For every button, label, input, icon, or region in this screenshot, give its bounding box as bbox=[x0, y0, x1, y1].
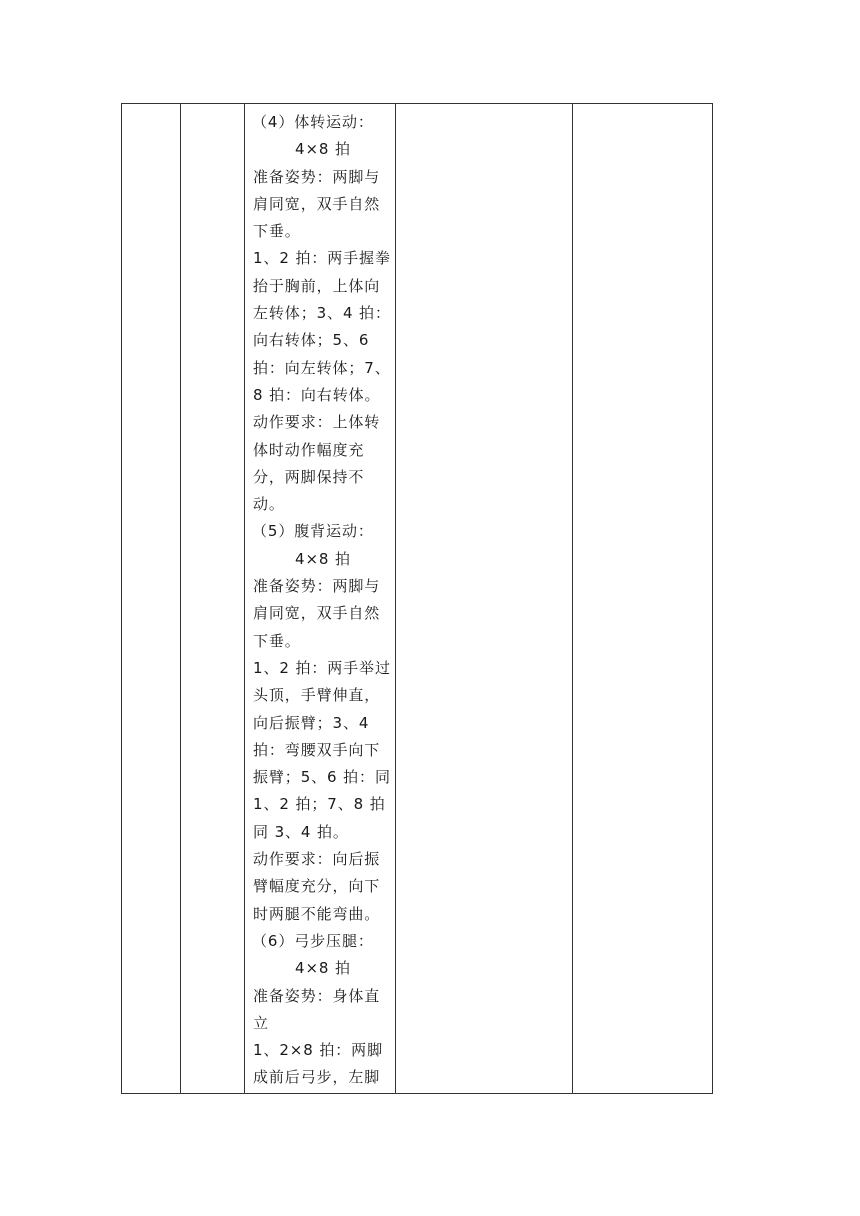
text-line: 8 拍：向右转体。 bbox=[253, 385, 381, 404]
section-heading: （6）弓步压腿： bbox=[252, 931, 374, 950]
text-line: 向后振臂；3、4 bbox=[253, 713, 370, 732]
text-line: 1、2 拍：两手握拳 bbox=[253, 249, 391, 268]
text-line: 臂幅度充分，向下 bbox=[253, 877, 381, 896]
text-line: 拍：弯腰双手向下 bbox=[253, 740, 381, 759]
table-row bbox=[122, 104, 713, 1094]
text-line: 动。 bbox=[253, 495, 285, 514]
text-line: 体时动作幅度充 bbox=[253, 440, 365, 459]
text-line: 动作要求：上体转 bbox=[253, 413, 381, 432]
text-line: 成前后弓步，左脚 bbox=[253, 1068, 381, 1087]
table-cell-col1 bbox=[122, 104, 181, 1094]
text-line: 动作要求：向后振 bbox=[253, 850, 381, 869]
text-line: 抬于胸前，上体向 bbox=[253, 276, 381, 295]
exercise-text-block bbox=[245, 104, 395, 1092]
table-cell-col2 bbox=[181, 104, 245, 1094]
table-cell-col4 bbox=[396, 104, 573, 1094]
text-line: 同 3、4 拍。 bbox=[253, 822, 349, 841]
text-line: 肩同宽，双手自然 bbox=[253, 194, 381, 213]
text-line: 4×8 拍 bbox=[295, 959, 351, 978]
text-line: 4×8 拍 bbox=[295, 549, 351, 568]
text-line: 振臂；5、6 拍：同 bbox=[253, 768, 391, 787]
text-line: 下垂。 bbox=[253, 631, 301, 650]
text-line: 时两腿不能弯曲。 bbox=[253, 904, 381, 923]
text-line: 拍：向左转体；7、 bbox=[253, 358, 391, 377]
text-line: 1、2×8 拍：两脚 bbox=[253, 1041, 383, 1060]
text-line: 准备姿势：两脚与 bbox=[253, 167, 381, 186]
text-line: 准备姿势：两脚与 bbox=[253, 577, 381, 596]
section-heading: （5）腹背运动： bbox=[252, 522, 374, 541]
text-line: 1、2 拍：两手举过 bbox=[253, 658, 391, 677]
text-line: 准备姿势：身体直 bbox=[253, 986, 381, 1005]
text-line: 向右转体；5、6 bbox=[253, 331, 370, 350]
table-cell-col5 bbox=[573, 104, 713, 1094]
text-line: 头顶，手臂伸直， bbox=[253, 686, 381, 705]
text-line: 左转体；3、4 拍： bbox=[253, 304, 391, 323]
section-heading: （4）体转运动： bbox=[252, 113, 374, 131]
exercise-content-cell bbox=[245, 104, 396, 1094]
text-line: 分，两脚保持不 bbox=[253, 467, 365, 486]
text-line: 肩同宽，双手自然 bbox=[253, 604, 381, 623]
lesson-plan-table bbox=[121, 103, 713, 1094]
text-line: 1、2 拍；7、8 拍 bbox=[253, 795, 386, 814]
text-line: 4×8 拍 bbox=[295, 140, 351, 159]
text-line: 立 bbox=[253, 1013, 269, 1032]
text-line: 下垂。 bbox=[253, 222, 301, 241]
